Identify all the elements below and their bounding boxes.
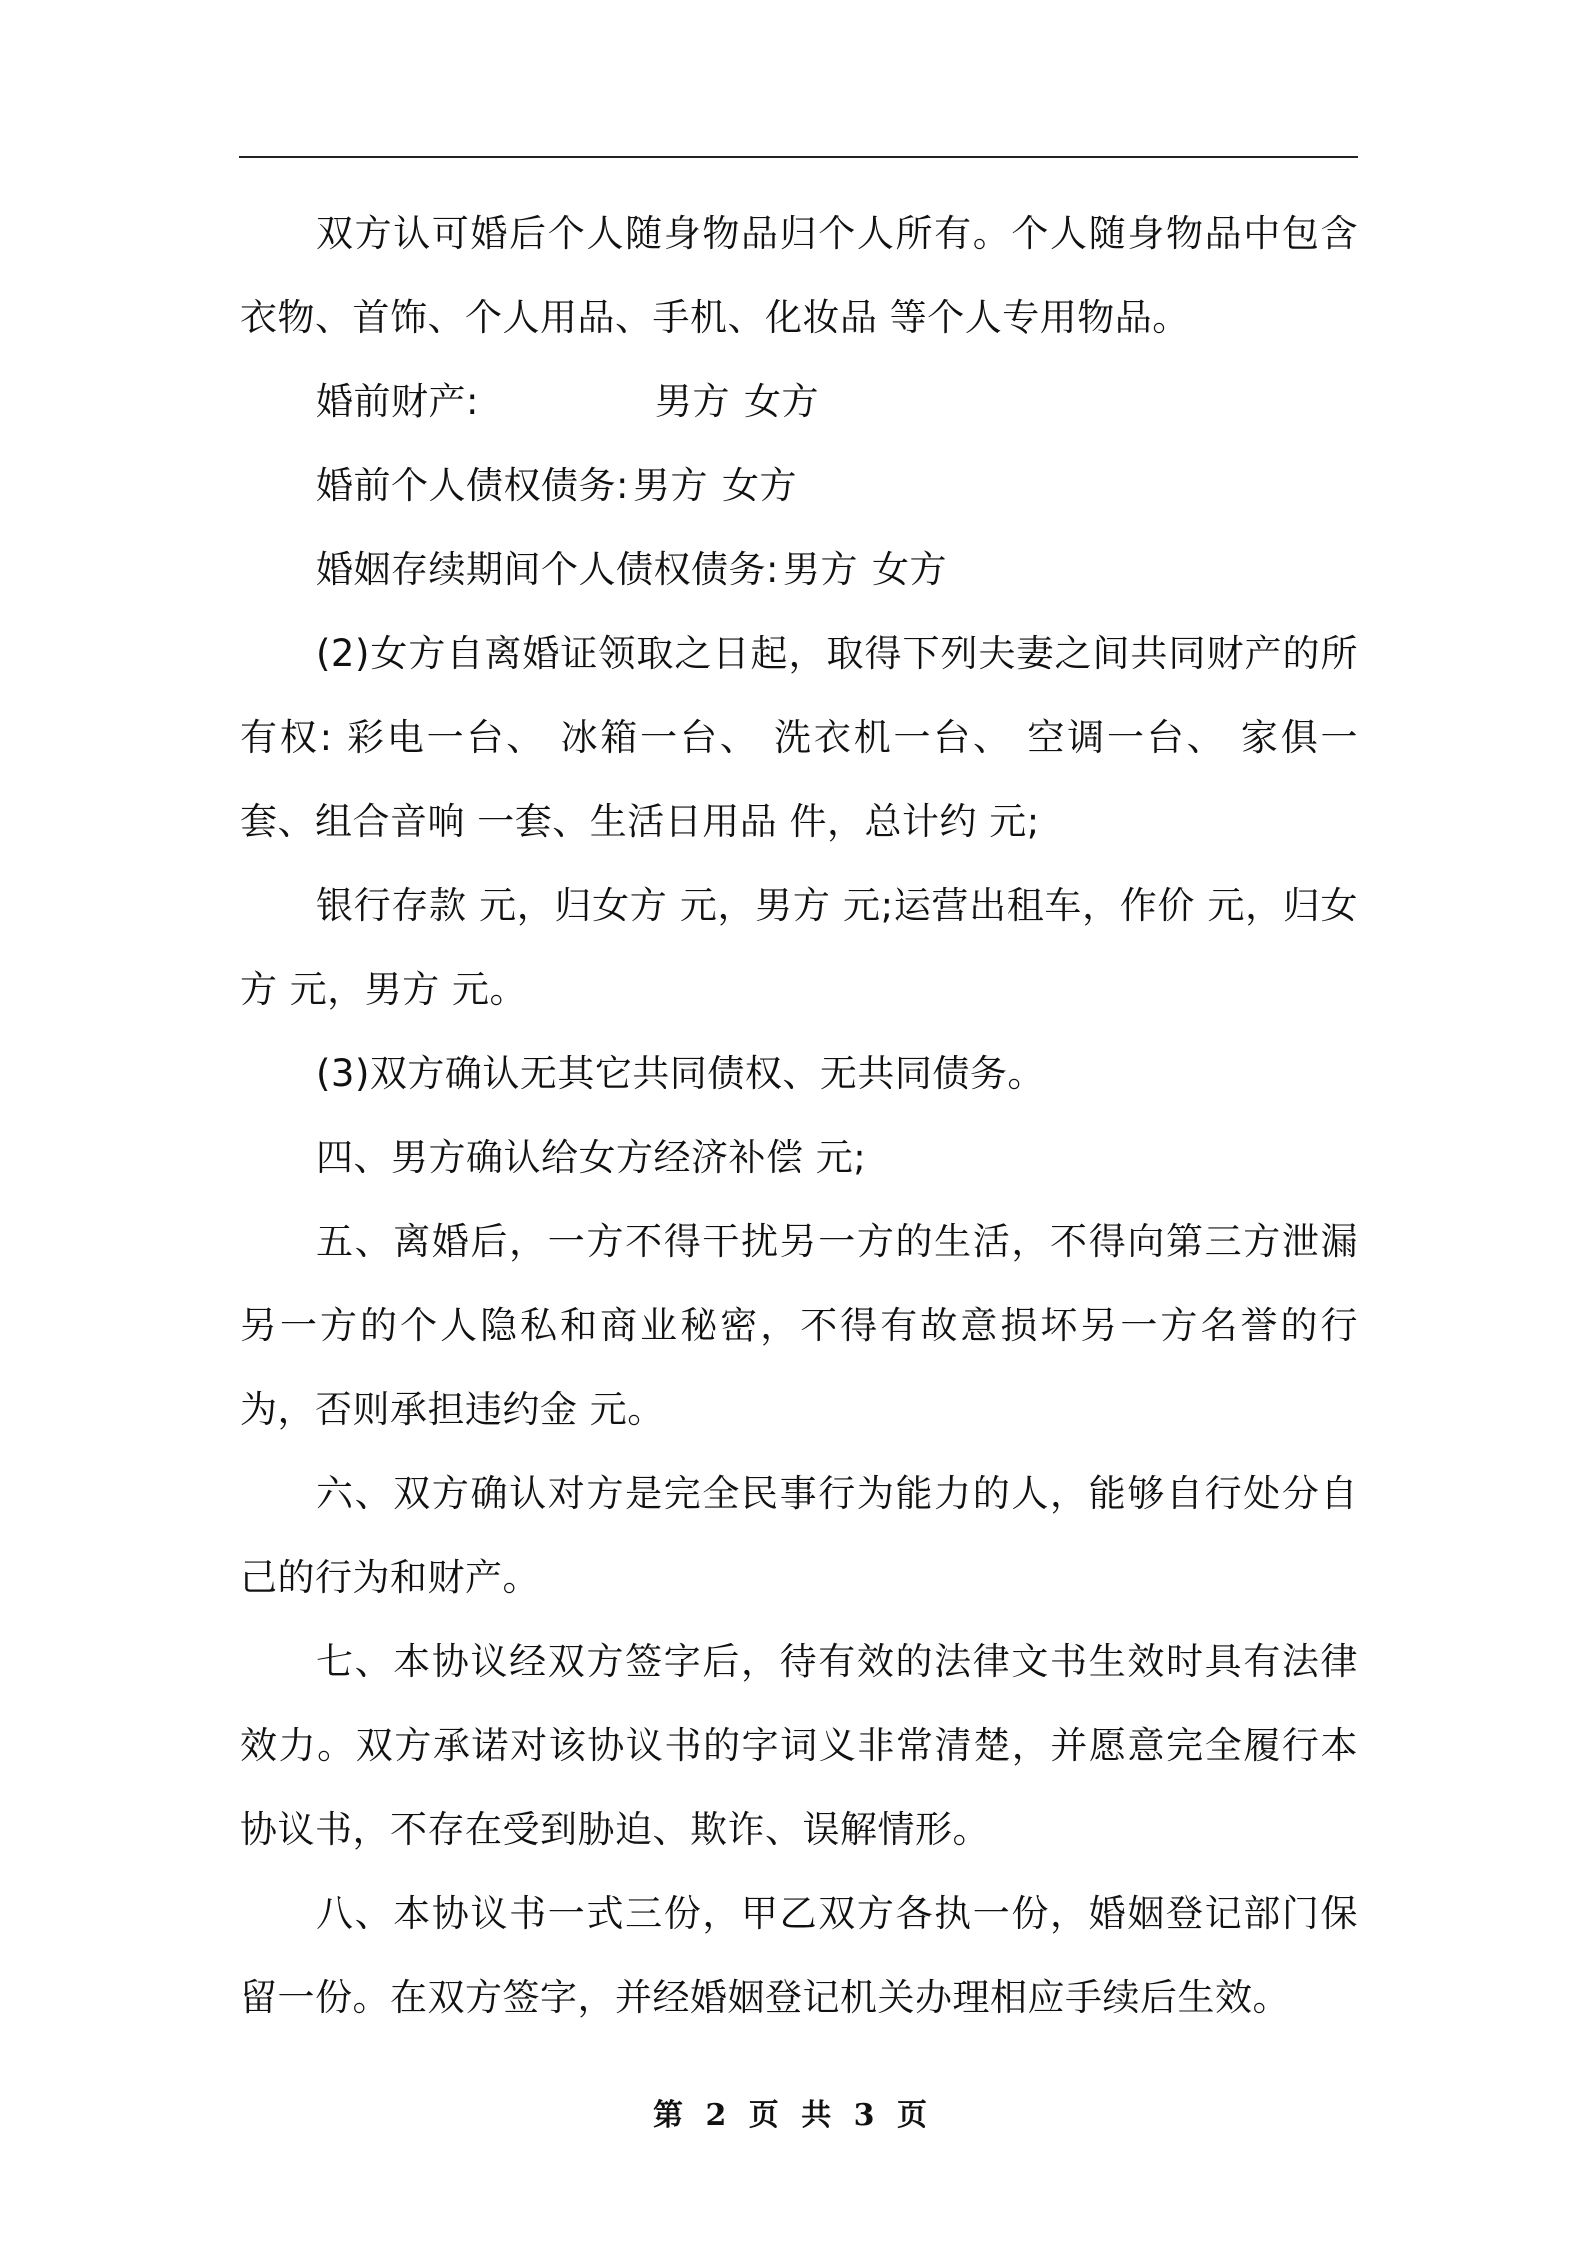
- document-body: [240, 192, 1358, 2040]
- row-marital-debt: [240, 528, 1358, 612]
- row-premarital-debt: [240, 444, 1358, 528]
- row-female: 女方: [743, 380, 819, 423]
- header-rule: [239, 156, 1358, 158]
- paragraph-compensation: 四、男方确认给女方经济补偿 元;: [316, 1136, 867, 1179]
- row-premarital-property: [240, 360, 1358, 444]
- row-male: 男方: [654, 380, 730, 423]
- paragraph-no-joint-debt: (3)双方确认无其它共同债权、无共同债务。: [316, 1052, 1045, 1095]
- paragraph-capacity: 六、双方确认对方是完全民事行为能力的人，能够自行处分自己的行为和财产。: [240, 1472, 1358, 1599]
- row-male: 男方: [782, 548, 858, 591]
- paragraph-personal-items: 双方认可婚后个人随身物品归个人所有。个人随身物品中包含衣物、首饰、个人用品、手机、化妆品 等个人专用物品。: [240, 212, 1358, 339]
- row-male: 男方: [632, 464, 708, 507]
- paragraph-female-property: (2)女方自离婚证领取之日起，取得下列夫妻之间共同财产的所有权: 彩电一台、 冰箱一台、 洗衣机一台、 空调一台、 家俱一套、组合音响 一套、生活日用品 件，总计约 元;: [240, 632, 1358, 843]
- paragraph-effectiveness: 七、本协议经双方签字后，待有效的法律文书生效时具有法律效力。双方承诺对该协议书的字词义非常清楚，并愿意完全履行本协议书，不存在受到胁迫、欺诈、误解情形。: [240, 1640, 1358, 1851]
- paragraph-bank-deposit: 银行存款 元，归女方 元，男方 元;运营出租车，作价 元，归女方 元，男方 元。: [240, 884, 1358, 1011]
- row-label: 婚前个人债权债务:: [316, 464, 629, 507]
- paragraph-privacy: 五、离婚后，一方不得干扰另一方的生活，不得向第三方泄漏另一方的个人隐私和商业秘密，不得有故意损坏另一方名誉的行为，否则承担违约金 元。: [240, 1220, 1358, 1431]
- row-female: 女方: [871, 548, 947, 591]
- page-indicator: 第 2 页 共 3 页: [653, 2098, 933, 2133]
- paragraph-copies: 八、本协议书一式三份，甲乙双方各执一份，婚姻登记部门保留一份。在双方签字，并经婚姻登记机关办理相应手续后生效。: [240, 1892, 1358, 2019]
- row-female: 女方: [721, 464, 797, 507]
- row-label: 婚姻存续期间个人债权债务:: [316, 548, 779, 591]
- row-label: 婚前财产:: [316, 380, 479, 423]
